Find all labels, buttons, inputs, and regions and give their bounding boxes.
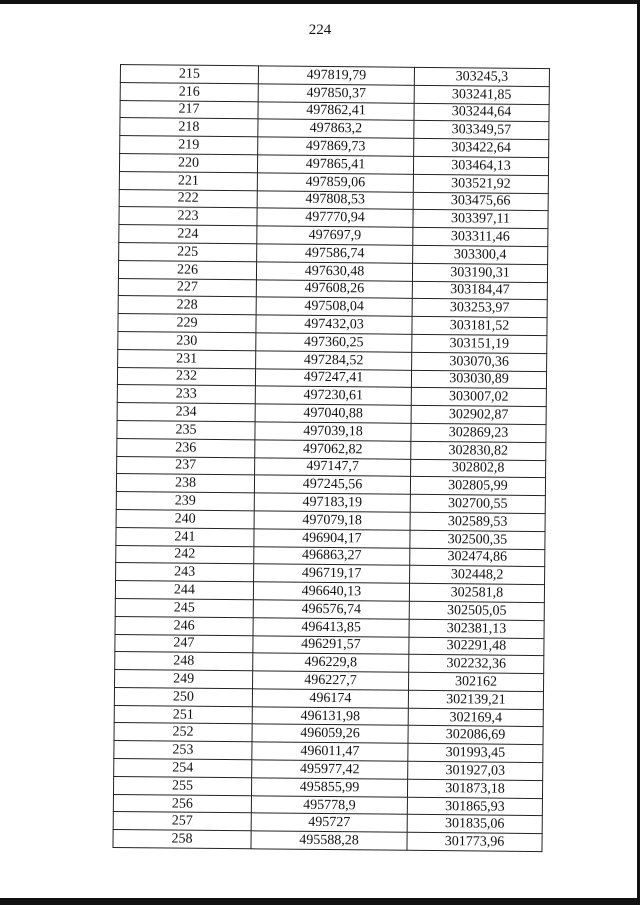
x-coordinate-cell: 497360,25 — [256, 333, 412, 352]
x-coordinate-cell: 497062,82 — [255, 440, 411, 459]
y-coordinate-cell: 301873,18 — [407, 779, 542, 798]
point-number-cell: 223 — [119, 207, 257, 226]
x-coordinate-cell: 495727 — [251, 813, 407, 832]
point-number-cell: 227 — [118, 278, 256, 297]
point-number-cell: 247 — [115, 634, 253, 653]
y-coordinate-cell: 302830,82 — [411, 441, 546, 460]
point-number-cell: 215 — [120, 65, 258, 84]
y-coordinate-cell: 303151,19 — [412, 334, 547, 353]
y-coordinate-cell: 301835,06 — [407, 815, 542, 834]
point-number-cell: 256 — [113, 794, 251, 813]
point-number-cell: 236 — [117, 438, 255, 457]
x-coordinate-cell: 496229,8 — [253, 653, 409, 672]
x-coordinate-cell: 496291,57 — [253, 635, 409, 654]
x-coordinate-cell: 496904,17 — [254, 529, 410, 548]
x-coordinate-cell: 497147,7 — [255, 457, 411, 476]
y-coordinate-cell: 302291,48 — [409, 637, 544, 656]
x-coordinate-cell: 497869,73 — [258, 137, 414, 156]
y-coordinate-cell: 302802,8 — [411, 459, 546, 478]
y-coordinate-cell: 302505,05 — [409, 601, 544, 620]
table-row — [113, 830, 542, 852]
point-number-cell: 216 — [120, 82, 258, 101]
point-number-cell: 229 — [118, 314, 256, 333]
y-coordinate-cell: 302162 — [409, 672, 544, 691]
y-coordinate-cell: 302232,36 — [409, 655, 544, 674]
y-coordinate-cell: 303070,36 — [412, 352, 547, 371]
y-coordinate-cell: 301865,93 — [407, 797, 542, 816]
y-coordinate-cell: 303184,47 — [412, 281, 547, 300]
y-coordinate-cell: 301773,96 — [407, 833, 542, 852]
x-coordinate-cell: 497040,88 — [255, 404, 411, 423]
x-coordinate-cell: 497183,19 — [254, 493, 410, 512]
x-coordinate-cell: 497819,79 — [258, 66, 414, 85]
point-number-cell: 232 — [117, 367, 255, 386]
x-coordinate-cell: 497865,41 — [257, 155, 413, 174]
page-number: 224 — [308, 22, 332, 38]
point-number-cell: 231 — [118, 349, 256, 368]
x-coordinate-cell: 497432,03 — [256, 315, 412, 334]
y-coordinate-cell: 303349,57 — [414, 121, 549, 140]
point-number-cell: 251 — [114, 705, 252, 724]
x-coordinate-cell: 496863,27 — [254, 546, 410, 565]
x-coordinate-cell: 495588,28 — [251, 831, 407, 850]
x-coordinate-cell: 497608,26 — [256, 279, 412, 298]
y-coordinate-cell: 302139,21 — [408, 690, 543, 709]
x-coordinate-cell: 497770,94 — [257, 208, 413, 227]
x-coordinate-cell: 497862,41 — [258, 101, 414, 120]
y-coordinate-cell: 303007,02 — [411, 388, 546, 407]
point-number-cell: 239 — [116, 492, 254, 511]
x-coordinate-cell: 496413,85 — [253, 618, 409, 637]
y-coordinate-cell: 301927,03 — [408, 761, 543, 780]
x-coordinate-cell: 497079,18 — [254, 511, 410, 530]
y-coordinate-cell: 301993,45 — [408, 744, 543, 763]
x-coordinate-cell: 497508,04 — [256, 297, 412, 316]
point-number-cell: 228 — [118, 296, 256, 315]
point-number-cell: 234 — [117, 403, 255, 422]
x-coordinate-cell: 496227,7 — [253, 671, 409, 690]
x-coordinate-cell: 495855,99 — [251, 778, 407, 797]
x-coordinate-cell: 495977,42 — [252, 760, 408, 779]
x-coordinate-cell: 496576,74 — [253, 600, 409, 619]
y-coordinate-cell: 303422,64 — [414, 139, 549, 158]
x-coordinate-cell: 497859,06 — [257, 173, 413, 192]
x-coordinate-cell: 497850,37 — [258, 84, 414, 103]
point-number-cell: 233 — [117, 385, 255, 404]
y-coordinate-cell: 302869,23 — [411, 423, 546, 442]
point-number-cell: 238 — [116, 474, 254, 493]
x-coordinate-cell: 497039,18 — [255, 422, 411, 441]
coordinates-table-body — [113, 65, 549, 852]
point-number-cell: 244 — [115, 581, 253, 600]
y-coordinate-cell: 303253,97 — [412, 299, 547, 318]
x-coordinate-cell: 495778,9 — [251, 795, 407, 814]
point-number-cell: 222 — [119, 189, 257, 208]
x-coordinate-cell: 496131,98 — [252, 706, 408, 725]
x-coordinate-cell: 497808,53 — [257, 190, 413, 209]
y-coordinate-cell: 303475,66 — [413, 192, 548, 211]
point-number-cell: 237 — [117, 456, 255, 475]
y-coordinate-cell: 303311,46 — [413, 227, 548, 246]
y-coordinate-cell: 302581,8 — [409, 583, 544, 602]
point-number-cell: 241 — [116, 527, 254, 546]
y-coordinate-cell: 303464,13 — [413, 156, 548, 175]
point-number-cell: 246 — [115, 616, 253, 635]
x-coordinate-cell: 497247,41 — [255, 368, 411, 387]
y-coordinate-cell: 303241,85 — [414, 85, 549, 104]
y-coordinate-cell: 302902,87 — [411, 405, 546, 424]
point-number-cell: 257 — [113, 812, 251, 831]
point-number-cell: 224 — [119, 225, 257, 244]
y-coordinate-cell: 303030,89 — [411, 370, 546, 389]
point-number-cell: 248 — [115, 652, 253, 671]
y-coordinate-cell: 302086,69 — [408, 726, 543, 745]
x-coordinate-cell: 497245,56 — [254, 475, 410, 494]
x-coordinate-cell: 496011,47 — [252, 742, 408, 761]
point-number-cell: 253 — [114, 741, 252, 760]
point-number-cell: 220 — [119, 153, 257, 172]
point-number-cell: 242 — [116, 545, 254, 564]
x-coordinate-cell: 497863,2 — [258, 119, 414, 138]
point-number-cell: 230 — [118, 331, 256, 350]
y-coordinate-cell: 303300,4 — [413, 245, 548, 264]
y-coordinate-cell: 303190,31 — [412, 263, 547, 282]
x-coordinate-cell: 496174 — [252, 689, 408, 708]
point-number-cell: 221 — [119, 171, 257, 190]
y-coordinate-cell: 302805,99 — [410, 477, 545, 496]
point-number-cell: 252 — [114, 723, 252, 742]
x-coordinate-cell: 497284,52 — [256, 351, 412, 370]
scan-bottom-edge — [0, 898, 640, 905]
y-coordinate-cell: 302589,53 — [410, 512, 545, 531]
y-coordinate-cell: 302169,4 — [408, 708, 543, 727]
y-coordinate-cell: 303244,64 — [414, 103, 549, 122]
y-coordinate-cell: 302448,2 — [410, 566, 545, 585]
y-coordinate-cell: 302474,86 — [410, 548, 545, 567]
coordinates-table — [112, 64, 550, 852]
point-number-cell: 218 — [120, 118, 258, 137]
x-coordinate-cell: 496719,17 — [254, 564, 410, 583]
point-number-cell: 245 — [115, 598, 253, 617]
x-coordinate-cell: 497230,61 — [255, 386, 411, 405]
x-coordinate-cell: 497586,74 — [257, 244, 413, 263]
y-coordinate-cell: 302700,55 — [410, 494, 545, 513]
y-coordinate-cell: 303397,11 — [413, 210, 548, 229]
point-number-cell: 226 — [118, 260, 256, 279]
point-number-cell: 219 — [120, 136, 258, 155]
x-coordinate-cell: 497697,9 — [257, 226, 413, 245]
point-number-cell: 225 — [119, 242, 257, 261]
point-number-cell: 255 — [113, 776, 251, 795]
x-coordinate-cell: 496059,26 — [252, 724, 408, 743]
point-number-cell: 235 — [117, 420, 255, 439]
y-coordinate-cell: 303181,52 — [412, 316, 547, 335]
point-number-cell: 249 — [115, 670, 253, 689]
x-coordinate-cell: 496640,13 — [253, 582, 409, 601]
point-number-cell: 217 — [120, 100, 258, 119]
y-coordinate-cell: 302381,13 — [409, 619, 544, 638]
scan-top-edge — [0, 0, 640, 4]
point-number-cell: 258 — [113, 830, 251, 849]
y-coordinate-cell: 303245,3 — [414, 67, 549, 86]
point-number-cell: 254 — [114, 759, 252, 778]
point-number-cell: 243 — [116, 563, 254, 582]
y-coordinate-cell: 302500,35 — [410, 530, 545, 549]
point-number-cell: 240 — [116, 509, 254, 528]
x-coordinate-cell: 497630,48 — [256, 262, 412, 281]
point-number-cell: 250 — [114, 687, 252, 706]
y-coordinate-cell: 303521,92 — [413, 174, 548, 193]
